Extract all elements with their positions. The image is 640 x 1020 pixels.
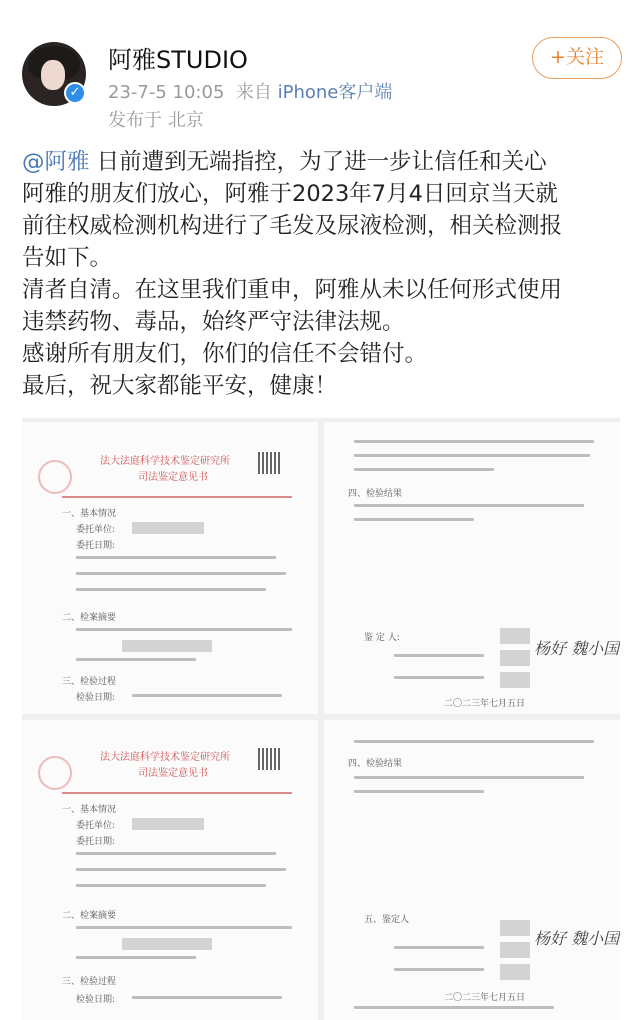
section-heading: 二、检案摘要 (62, 911, 117, 921)
follow-button[interactable]: +关注 (532, 37, 622, 79)
text-line (76, 588, 266, 591)
section-heading: 四、检验结果 (348, 759, 403, 769)
report-image-1[interactable] (22, 422, 318, 714)
section-heading: 四、检验结果 (348, 489, 403, 499)
section-heading: 一、基本情况 (62, 509, 117, 519)
field-label: 检验日期: (76, 995, 116, 1005)
redaction (500, 920, 530, 936)
text-line (354, 454, 590, 457)
field-label: 委托日期: (76, 541, 116, 551)
text-line (354, 468, 494, 471)
post-line: 阿雅的朋友们放心，阿雅于2023年7月4日回京当天就 (22, 181, 558, 207)
redaction (122, 938, 212, 950)
qr-code-icon (258, 748, 280, 770)
field-label: 委托日期: (76, 837, 116, 847)
divider (62, 792, 292, 794)
avatar-face (41, 60, 65, 90)
post-text: 日前遭到无端指控，为了进一步让信任和关心 (89, 149, 547, 175)
mention-link[interactable]: @阿雅 (22, 149, 90, 175)
text-line (132, 996, 282, 999)
seal-icon (38, 460, 72, 494)
verified-icon: ✓ (64, 82, 86, 104)
text-line (394, 654, 484, 657)
field-label: 检验日期: (76, 693, 116, 703)
text-line (354, 504, 584, 507)
field-label: 委托单位: (76, 821, 116, 831)
text-line (354, 1006, 554, 1009)
post-line: 违禁药物、毒品，始终严守法律法规。 (22, 309, 405, 335)
photo-grid[interactable] (22, 418, 620, 1020)
report-title: 法大法庭科学技术鉴定研究所 (100, 752, 230, 763)
text-line (394, 946, 484, 949)
text-line (76, 658, 196, 661)
post-line: 感谢所有朋友们，你们的信任不会错付。 (22, 341, 428, 367)
section-heading: 一、基本情况 (62, 805, 117, 815)
text-line (354, 740, 594, 743)
text-line (132, 694, 282, 697)
text-line (76, 926, 292, 929)
source-prefix: 来自 (235, 82, 272, 103)
text-line (76, 852, 276, 855)
post-line: 告如下。 (22, 245, 113, 271)
post-line: 前往权威检测机构进行了毛发及尿液检测，相关检测报 (22, 213, 563, 239)
text-line (394, 676, 484, 679)
qr-code-icon (258, 452, 280, 474)
redaction (500, 672, 530, 688)
client-link[interactable]: iPhone客户端 (277, 82, 393, 103)
text-line (76, 956, 196, 959)
redaction (500, 628, 530, 644)
seal-icon (38, 756, 72, 790)
report-subtitle: 司法鉴定意见书 (138, 472, 208, 483)
post-body (22, 146, 622, 402)
report-image-4[interactable] (324, 720, 620, 1020)
redaction (132, 818, 204, 830)
text-line (76, 556, 276, 559)
post-line: 清者自清。在这里我们重申，阿雅从未以任何形式使用 (22, 277, 563, 303)
report-image-2[interactable] (324, 422, 620, 714)
report-date: 二〇二三年七月五日 (444, 699, 526, 709)
redaction (500, 942, 530, 958)
field-label: 五、鉴定人 (364, 915, 410, 925)
text-line (76, 628, 292, 631)
redaction (122, 640, 212, 652)
text-line (394, 968, 484, 971)
text-line (354, 790, 484, 793)
post-line: 最后，祝大家都能平安，健康！ (22, 373, 338, 399)
field-label: 鉴 定 人: (364, 633, 400, 643)
text-line (76, 868, 286, 871)
text-line (354, 440, 594, 443)
user-name[interactable]: 阿雅STUDIO (108, 46, 248, 74)
post-line (22, 146, 622, 178)
redaction (500, 650, 530, 666)
signature: 杨好 魏小国 (534, 929, 620, 948)
text-line (354, 776, 584, 779)
text-line (354, 518, 474, 521)
redaction (132, 522, 204, 534)
report-image-3[interactable] (22, 720, 318, 1020)
text-line (76, 884, 266, 887)
post-location: 发布于 北京 (108, 110, 204, 131)
divider (62, 496, 292, 498)
redaction (500, 964, 530, 980)
section-heading: 三、检验过程 (62, 677, 117, 687)
text-line (76, 572, 286, 575)
report-subtitle: 司法鉴定意见书 (138, 768, 208, 779)
field-label: 委托单位: (76, 525, 116, 535)
section-heading: 三、检验过程 (62, 977, 117, 987)
section-heading: 二、检案摘要 (62, 613, 117, 623)
post-timestamp: 23-7-5 10:05 (108, 82, 225, 103)
report-title: 法大法庭科学技术鉴定研究所 (100, 456, 230, 467)
signature: 杨好 魏小国 (534, 639, 620, 658)
report-date: 二〇二三年七月五日 (444, 993, 526, 1003)
post-meta (108, 78, 392, 104)
post-header (0, 0, 640, 140)
